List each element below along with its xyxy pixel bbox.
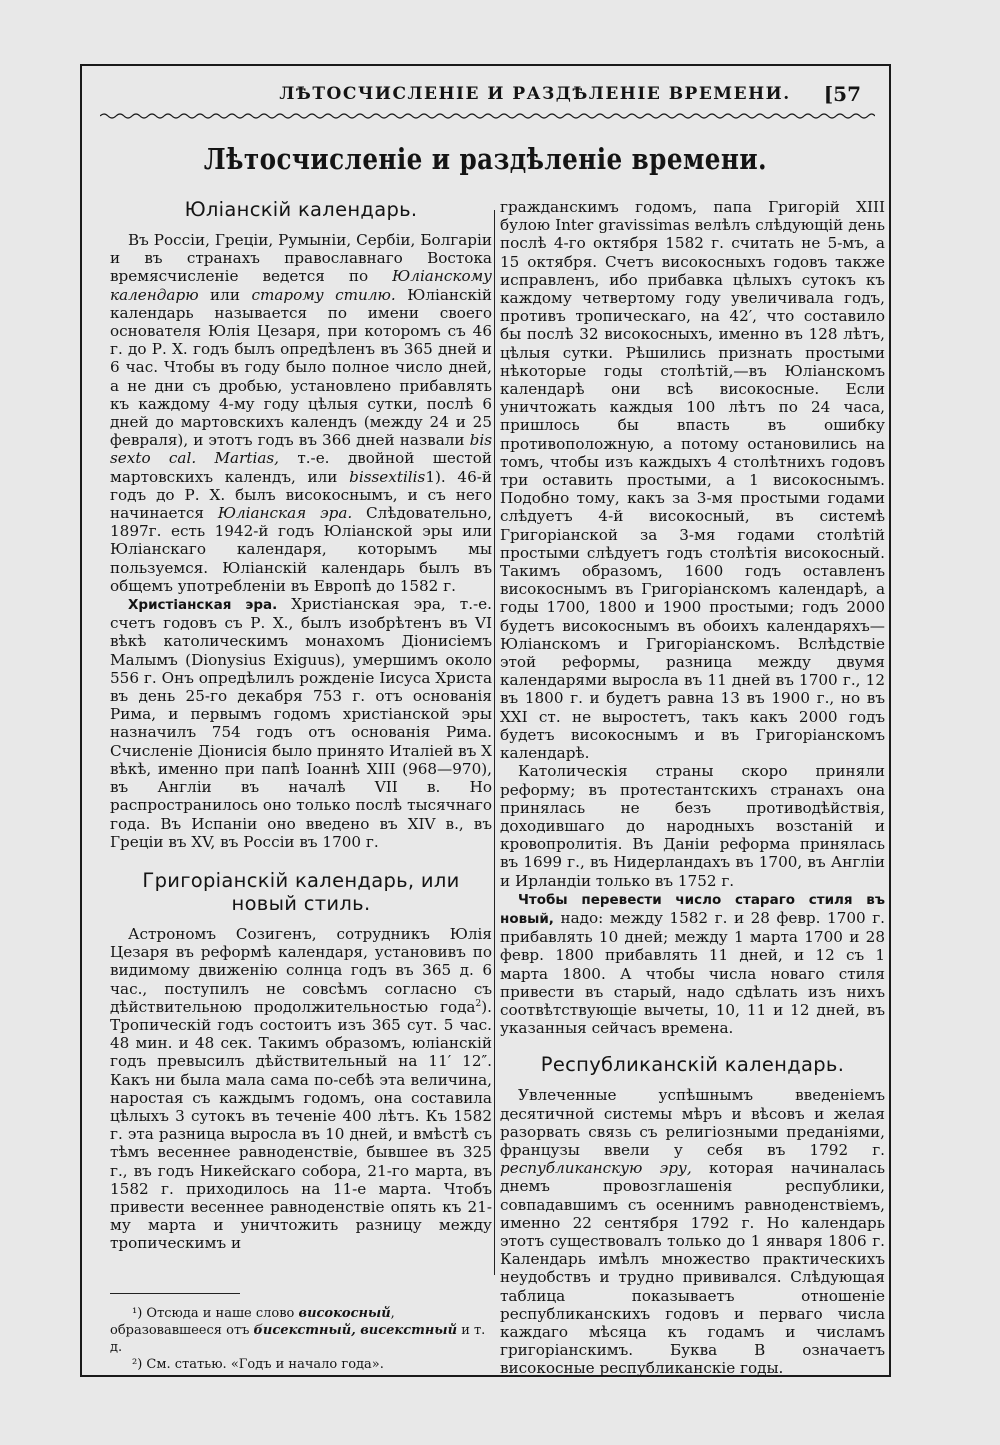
footnotes (110, 1305, 492, 1373)
italic-run: бисекстный, висекстный (253, 1323, 458, 1338)
text-run: Въ Россіи, Греціи, Румыніи, Сербіи, Болгаріи и въ странахъ православнаго Востока времясчисленіе ведется по (110, 231, 492, 286)
republican-paragraph (500, 1086, 885, 1377)
text-run: которая начиналась днемъ провозглашенія республики, совпадавшимъ съ осеннимъ равноденствіемъ, именно 22 сентября 1792 г. Но календарь этотъ существовалъ только до 1 января 1806 г. Календарь имѣлъ множество практическихъ неудобствъ и трудно прививался. Слѣдующая таблица показываетъ отношеніе республиканскихъ годовъ и перваго числа каждаго мѣсяца къ годамъ и числамъ григоріанскимъ. Буква В означаетъ високосные республиканскіе годы. (500, 1159, 885, 1378)
christian-era-paragraph (110, 595, 492, 851)
text-run: ). Тропическій годъ состоитъ изъ 365 сут. 5 час. 48 мин. и 48 сек. Такимъ образомъ, юліанскій годъ превысилъ дѣйствительный на 11′ 12″. Какъ ни была мала сама по-себѣ эта величина, наростая съ каждымъ годомъ, она составила цѣлыхъ 3 сутокъ въ теченіе 400 лѣтъ. Къ 1582 г. эта разница выросла въ 10 дней, и вмѣстѣ съ тѣмъ весеннее равноденствіе, бывшее въ 325 г., въ годъ Никейскаго собора, 21-го марта, въ 1582 г. приходилось на 11-е марта. Чтобъ привести весеннее равноденствіе опять къ 21-му марта и уничтожить разницу между тропическимъ и (110, 997, 492, 1253)
right-column (500, 198, 885, 1378)
gregorian-paragraph (110, 925, 492, 1253)
page-header (80, 80, 891, 110)
main-title: Лѣтосчисленіе и раздѣленіе времени. (203, 142, 768, 176)
text-run: или (198, 285, 252, 304)
run-in-heading: Чтобы перевести число стараго стиля въ новый, (500, 891, 885, 927)
footnote-rule (110, 1293, 240, 1294)
text-run: , образовавшееся отъ (110, 1306, 395, 1338)
text-run: 1). 46-й годъ до Р. Х. былъ високоснымъ, и съ него начинается (110, 467, 493, 523)
text-run: Увлеченные успѣшнымъ введеніемъ десятичной системы мѣръ и вѣсовъ и желая разорвать связь съ религіозными преданіями, французы ввели у себя въ 1792 г. (500, 1086, 885, 1159)
text-run: Христіанская эра, т.-е. счетъ годовъ съ Р. Х., былъ изобрѣтенъ въ VI вѣкѣ католическимъ монахомъ Діонисіемъ Малымъ (Dionysius Exiguus), умершимъ около 556 г. Онъ опредѣлилъ рожденіе Іисуса Христа въ день 25-го декабря 753 г. отъ основанія Рима, и первымъ годомъ христіанской эры назначилъ 754 годъ отъ основанія Рима. Счисленіе Діонисія было принято Италіей въ X вѣкѣ, именно при папѣ Іоаннѣ XIII (968—970), въ Англіи въ началѣ VII в. Но распространилось оно только послѣ тысячнаго года. Въ Испаніи оно введено въ XIV в., въ Греціи въ XV, въ Россіи въ 1700 г. (110, 595, 492, 851)
page-number: [57 (823, 82, 861, 106)
catholic-paragraph: Католическія страны скоро приняли реформу; въ протестантскихъ странахъ она принялась не безъ противодѣйствія, доходившаго до народныхъ возстаній и кровопролитія. Въ Даніи реформа принялась въ 1699 г., въ Нидерландахъ въ 1700, въ Англіи и Ирландіи только въ 1752 г. (500, 762, 885, 890)
julian-paragraph (110, 231, 492, 595)
italic-run: республиканскую эру, (500, 1159, 692, 1178)
footnote-2: ²) См. статью. «Годъ и начало года». (132, 1357, 384, 1372)
text-run: Астрономъ Созигенъ, сотрудникъ Юлія Цезаря въ реформѣ календаря, установивъ по видимому движенію солнца годъ въ 365 д. 6 час., поступилъ не совсѣмъ согласно съ дѣйствительною продолжительностью года (110, 924, 492, 1016)
julian-heading: Юліанскій календарь. (184, 198, 418, 221)
left-column (110, 198, 492, 1253)
conversion-paragraph (500, 890, 885, 1038)
italic-run: bissextilis (349, 467, 426, 486)
text-run: Юліанскій календарь называется по имени своего основателя Юлія Цезаря, при которомъ съ 46 г. до Р. Х. годъ былъ опредѣленъ въ 365 дней и 6 час. Чтобы въ году было полное число дней, а не дни съ дробью, установлено прибавлять къ каждому 4-му году цѣлыя сутки, послѣ 6 дней до мартовскихъ календъ (между 24 и 25 февраля), и этотъ годъ въ 366 дней назвали (110, 285, 492, 450)
run-in-heading: Христіанская эра. (128, 597, 278, 614)
italic-run: Юліанскому календарю (110, 267, 492, 304)
italic-run: Юліанская эра. (217, 504, 353, 523)
republican-heading: Республиканскій календарь. (540, 1053, 845, 1077)
text-run: т.-е. двойной шестой мартовскихъ календъ, или (110, 449, 492, 486)
text-run: Слѣдовательно, 1897г. есть 1942-й годъ Юліанской эры или Юліанскаго календаря, которымъ мы пользуемся. Юліанскій календарь былъ въ общемъ употребленіи въ Европѣ до 1582 г. (110, 504, 492, 595)
italic-run: bis sexto cal. Martias, (110, 431, 492, 468)
text-run: и т. д. (110, 1323, 486, 1355)
gregorian-continuation: гражданскимъ годомъ, папа Григорій XIII булою Inter gravissimas велѣлъ слѣдующій день послѣ 4-го октября 1582 г. считать не 5-мъ, а 15 октября. Счетъ високосныхъ годовъ также исправленъ, ибо прибавка цѣлыхъ сутокъ къ каждому четвертому году увеличивала годъ, противъ тропическаго, на 42′, что составило бы послѣ 32 високосныхъ, именно въ 128 лѣтъ, цѣлыя сутки. Рѣшились признать простыми нѣкоторые годы столѣтій,—въ Юліанскомъ календарѣ они всѣ високосные. Если уничтожать каждыя 100 лѣтъ по 24 часа, пришлось бы впасть въ ошибку противоположную, а потому остановились на томъ, чтобы изъ каждыхъ 4 столѣтнихъ годовъ три оставить простыми, а 1 високоснымъ. Подобно тому, какъ за 3-мя простыми годами слѣдуетъ 4-й високосный, въ системѣ Григоріанской за 3-мя годами столѣтій простыми слѣдуетъ годъ столѣтія високосный. Такимъ образомъ, 1600 годъ оставленъ високоснымъ въ Григоріанскомъ календарѣ, а годы 1700, 1800 и 1900 простыми; годъ 2000 будетъ високоснымъ въ обоихъ календаряхъ— Юліанскомъ и Григоріанскомъ. Вслѣдствіе этой реформы, разница между двумя календарями выросла въ 11 дней въ 1700 г., 12 въ 1800 г. и будетъ равна 13 въ 1900 г., но въ XXI ст. не выростетъ, такъ какъ 2000 годъ будетъ високоснымъ и въ Григоріанскомъ календарѣ. (500, 198, 885, 763)
running-title: ЛѢТОСЧИСЛЕНІЕ И РАЗДѢЛЕНІЕ ВРЕМЕНИ. (279, 84, 791, 104)
italic-run: старому стилю. (251, 285, 396, 304)
wavy-rule-divider (100, 111, 875, 121)
footnote-1 (110, 1305, 492, 1356)
text-run: надо: между 1582 г. и 28 февр. 1700 г. прибавлять 10 дней; между 1 марта 1700 и 28 февр. 1800 прибавлять 11 дней, и 12 съ 1 марта 1800. А чтобы числа новаго стиля привести въ старый, надо сдѣлать изъ нихъ соотвѣтствующіе вычеты, 10, 11 и 12 дней, въ указанныя сейчасъ времена. (500, 908, 885, 1038)
footnote-ref: 2 (475, 998, 482, 1009)
gregorian-heading: Григоріанскій календарь, или новый стиль. (142, 868, 460, 915)
text-run: ¹) Отсюда и наше слово (132, 1306, 299, 1321)
column-divider (494, 210, 495, 1275)
italic-run: високосный (298, 1306, 391, 1321)
